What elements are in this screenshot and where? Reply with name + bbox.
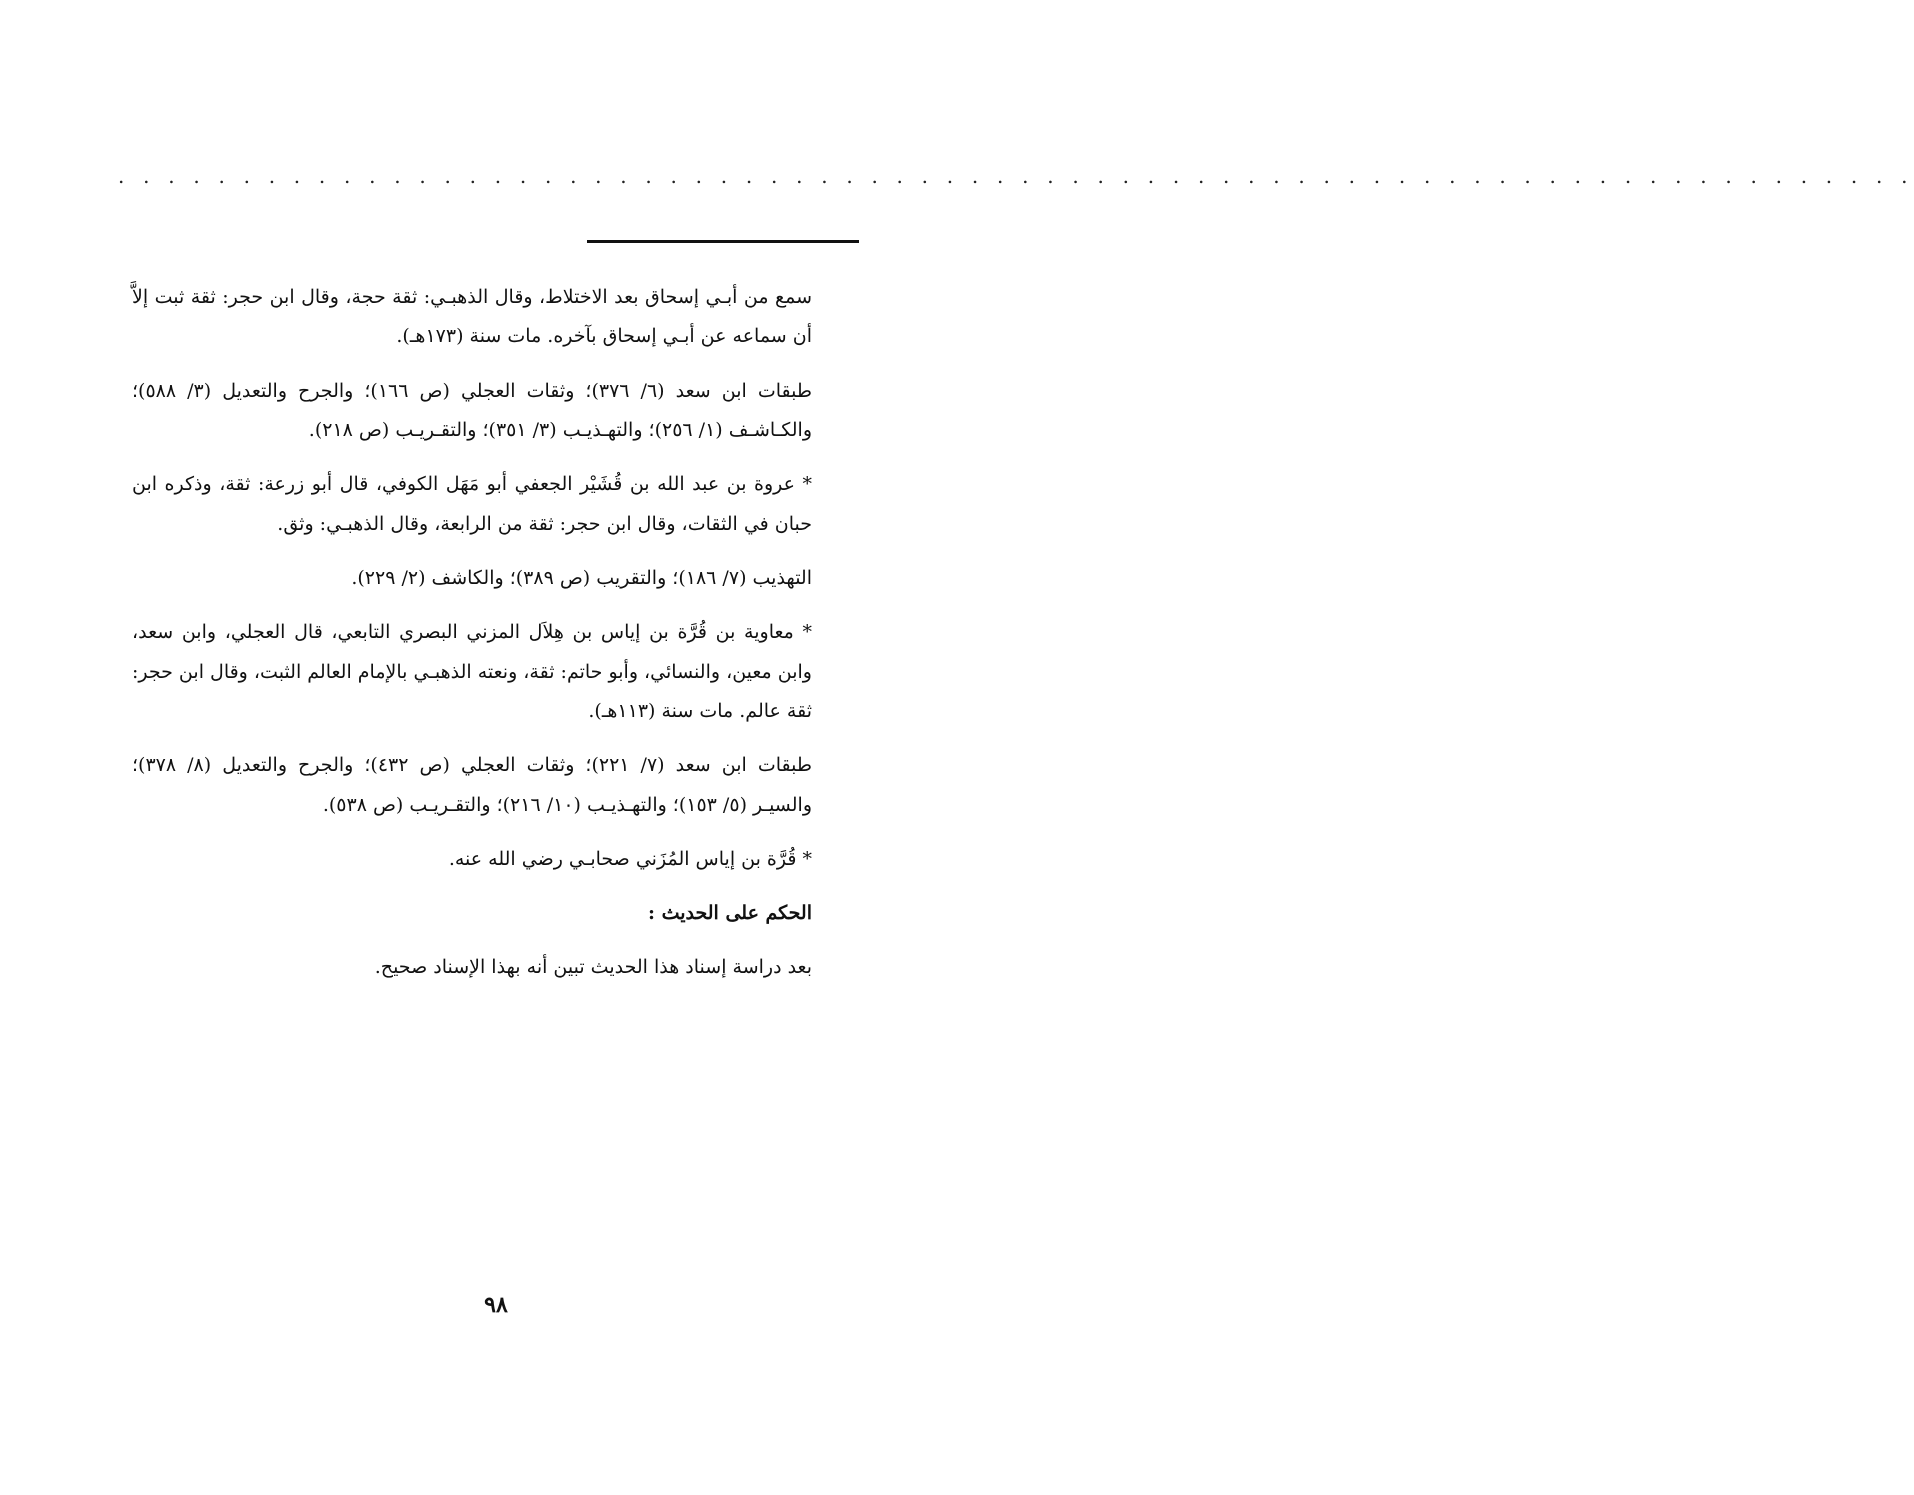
- narrator-note-paragraph: سمع من أبـي إسحاق بعد الاختلاط، وقال الذهبـي: ثقة حجة، وقال ابن حجر: ثقة ثبت إلاَّ أن سماعه عن أبـي إسحاق بآخره. مات سنة (١٧٣هـ).: [132, 286, 812, 348]
- sources-paragraph: التهذيب (٧/ ١٨٦)؛ والتقريب (ص ٣٨٩)؛ والكاشف (٢/ ٢٢٩).: [351, 566, 812, 589]
- page-number: ٩٨: [484, 1292, 508, 1318]
- ruling-heading: الحكم على الحديث :: [647, 902, 812, 925]
- sources-paragraph: طبقات ابن سعد (٧/ ٢٢١)؛ وثقات العجلي (ص ٤٣٢)؛ والجرح والتعديل (٨/ ٣٧٨)؛ والسيـر (٥/ ١٥٣)؛ والتهـذيـب (١٠/ ٢١٦)؛ والتقـريـب (ص ٥٣٨).: [132, 754, 812, 816]
- page-body: [132, 278, 812, 1002]
- narrator-qurra-paragraph: * قُرَّة بن إياس المُزَني صحابـي رضي الله عنه.: [448, 847, 812, 870]
- narrator-urwa-paragraph: * عروة بن عبد الله بن قُشَيْر الجعفي أبو مَهَل الكوفي، قال أبو زرعة: ثقة، وذكره ابن حبان في الثقات، وقال ابن حجر: ثقة من الرابعة، وقال الذهبـي: وثق.: [132, 473, 812, 535]
- dotted-separator: . . . . . . . . . . . . . . . . . . . . . . . . . . . . . . . . . . . . . . . . . . . . . . . . . . . . . . . . . . . . . . . . . . . . . . . .: [118, 164, 1914, 188]
- narrator-muawiya-paragraph: * معاوية بن قُرَّة بن إياس بن هِلاَل المزني البصري التابعي، قال العجلي، وابن سعد، وابن معين، والنسائي، وأبو حاتم: ثقة، ونعته الذهبـي بالإمام العالم الثبت، وقال ابن حجر: ثقة عالم. مات سنة (١١٣هـ).: [132, 621, 812, 722]
- sources-paragraph: طبقات ابن سعد (٦/ ٣٧٦)؛ وثقات العجلي (ص ١٦٦)؛ والجرح والتعديل (٣/ ٥٨٨)؛ والكـاشـف (١/ ٢٥٦)؛ والتهـذيـب (٣/ ٣٥١)؛ والتقـريـب (ص ٢١٨).: [132, 379, 812, 441]
- footnote-rule: [587, 240, 859, 243]
- ruling-conclusion: بعد دراسة إسناد هذا الحديث تبين أنه بهذا الإسناد صحيح.: [374, 955, 812, 978]
